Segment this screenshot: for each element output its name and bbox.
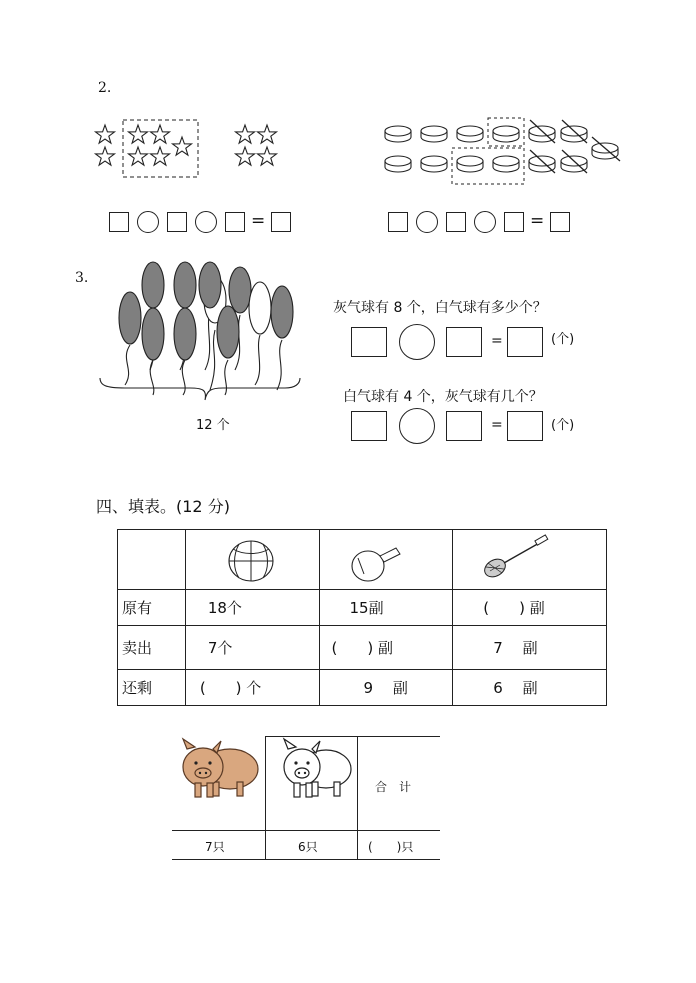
star-icon: [129, 125, 148, 143]
answer-box[interactable]: [507, 327, 543, 357]
star-icon: [236, 125, 255, 143]
equals-sign: =: [530, 211, 545, 231]
gray-balloon: [142, 308, 164, 360]
star-icon: [258, 147, 277, 165]
fill-table: [117, 529, 607, 706]
badminton-racket-icon: [481, 536, 561, 586]
operator-circle[interactable]: [474, 211, 496, 233]
operator-circle[interactable]: [399, 324, 435, 360]
answer-box[interactable]: [271, 212, 291, 232]
answer-box[interactable]: [446, 411, 482, 441]
star-icon: [129, 147, 148, 165]
pig-table-mid-line: [172, 830, 440, 831]
white-balloon: [249, 282, 271, 334]
row-label: 还剩: [118, 670, 186, 706]
gray-balloon: [119, 292, 141, 344]
stars-figure: [90, 115, 290, 185]
gray-balloon: [174, 308, 196, 360]
answer-box[interactable]: [446, 327, 482, 357]
unit-label: (个): [551, 332, 575, 347]
star-icon: [236, 147, 255, 165]
unit-label: (个): [551, 418, 575, 433]
answer-box[interactable]: [550, 212, 570, 232]
star-icon: [96, 147, 115, 165]
puck-icon: [457, 126, 483, 142]
equals-sign: =: [491, 417, 503, 433]
header-ping-pong: [319, 530, 453, 590]
white-pig-icon: [278, 737, 358, 807]
operator-circle[interactable]: [416, 211, 438, 233]
brown-pig-icon: [175, 737, 265, 807]
gray-balloon: [142, 262, 164, 308]
operator-circle[interactable]: [137, 211, 159, 233]
pig-table-bottom-line: [172, 859, 440, 860]
table-cell: 9 副: [319, 670, 453, 706]
puck-icon: [385, 156, 411, 172]
table-header-row: [118, 530, 607, 590]
table-cell: 7 副: [453, 626, 607, 670]
row-label: 卖出: [118, 626, 186, 670]
answer-box[interactable]: [446, 212, 466, 232]
operator-circle[interactable]: [399, 408, 435, 444]
star-icon: [258, 125, 277, 143]
puck-icon: [493, 156, 519, 172]
operator-circle[interactable]: [195, 211, 217, 233]
question-3-number: 3.: [75, 270, 89, 286]
puck-icon: [385, 126, 411, 142]
puck-icon: [493, 126, 519, 142]
table-cell: 7个: [185, 626, 319, 670]
row-label: 原有: [118, 590, 186, 626]
table-cell: 18个: [185, 590, 319, 626]
answer-box[interactable]: [507, 411, 543, 441]
equals-sign: =: [251, 211, 266, 231]
pig-brown-count: 7只: [205, 840, 225, 854]
answer-box[interactable]: [504, 212, 524, 232]
puck-icon: [421, 156, 447, 172]
answer-box[interactable]: [351, 327, 387, 357]
ping-pong-paddle-icon: [350, 536, 420, 586]
answer-box[interactable]: [388, 212, 408, 232]
balloons-figure: [95, 260, 315, 435]
question-3-1-text: 灰气球有 8 个，白气球有多少个？: [333, 300, 547, 316]
star-icon: [151, 147, 170, 165]
answer-box[interactable]: [351, 411, 387, 441]
answer-box[interactable]: [109, 212, 129, 232]
header-badminton: [453, 530, 607, 590]
star-icon: [151, 125, 170, 143]
gray-balloon: [271, 286, 293, 338]
pig-white-count: 6只: [298, 840, 318, 854]
table-cell: 6 副: [453, 670, 607, 706]
gray-balloon: [174, 262, 196, 308]
star-icon: [173, 137, 192, 155]
table-row: [118, 670, 607, 706]
question-2-number: 2.: [98, 80, 112, 96]
table-cell-blank[interactable]: ( ) 副: [319, 626, 453, 670]
gray-balloon: [229, 267, 251, 313]
answer-box[interactable]: [167, 212, 187, 232]
header-basketball: [185, 530, 319, 590]
table-row: [118, 626, 607, 670]
gray-balloon: [199, 262, 221, 308]
answer-box[interactable]: [225, 212, 245, 232]
pig-total-blank[interactable]: ( )只: [368, 840, 414, 854]
table-cell: 15副: [319, 590, 453, 626]
equals-sign: =: [491, 333, 503, 349]
pucks-figure: [380, 115, 630, 190]
table-cell-blank[interactable]: ( ) 个: [185, 670, 319, 706]
balloon-total-label: 12 个: [196, 418, 230, 433]
puck-icon: [457, 156, 483, 172]
section-4-title: 四、填表。(12 分): [96, 497, 230, 516]
pig-total-header: 合 计: [375, 780, 412, 794]
gray-balloon: [217, 306, 239, 358]
table-row: [118, 590, 607, 626]
pig-table-divider: [265, 736, 266, 860]
basketball-icon: [221, 535, 281, 585]
star-icon: [96, 125, 115, 143]
question-3-2-text: 白气球有 4 个，灰气球有几个？: [343, 389, 543, 405]
table-cell-blank[interactable]: ( ) 副: [453, 590, 607, 626]
table-corner-cell: [118, 530, 186, 590]
puck-icon: [421, 126, 447, 142]
